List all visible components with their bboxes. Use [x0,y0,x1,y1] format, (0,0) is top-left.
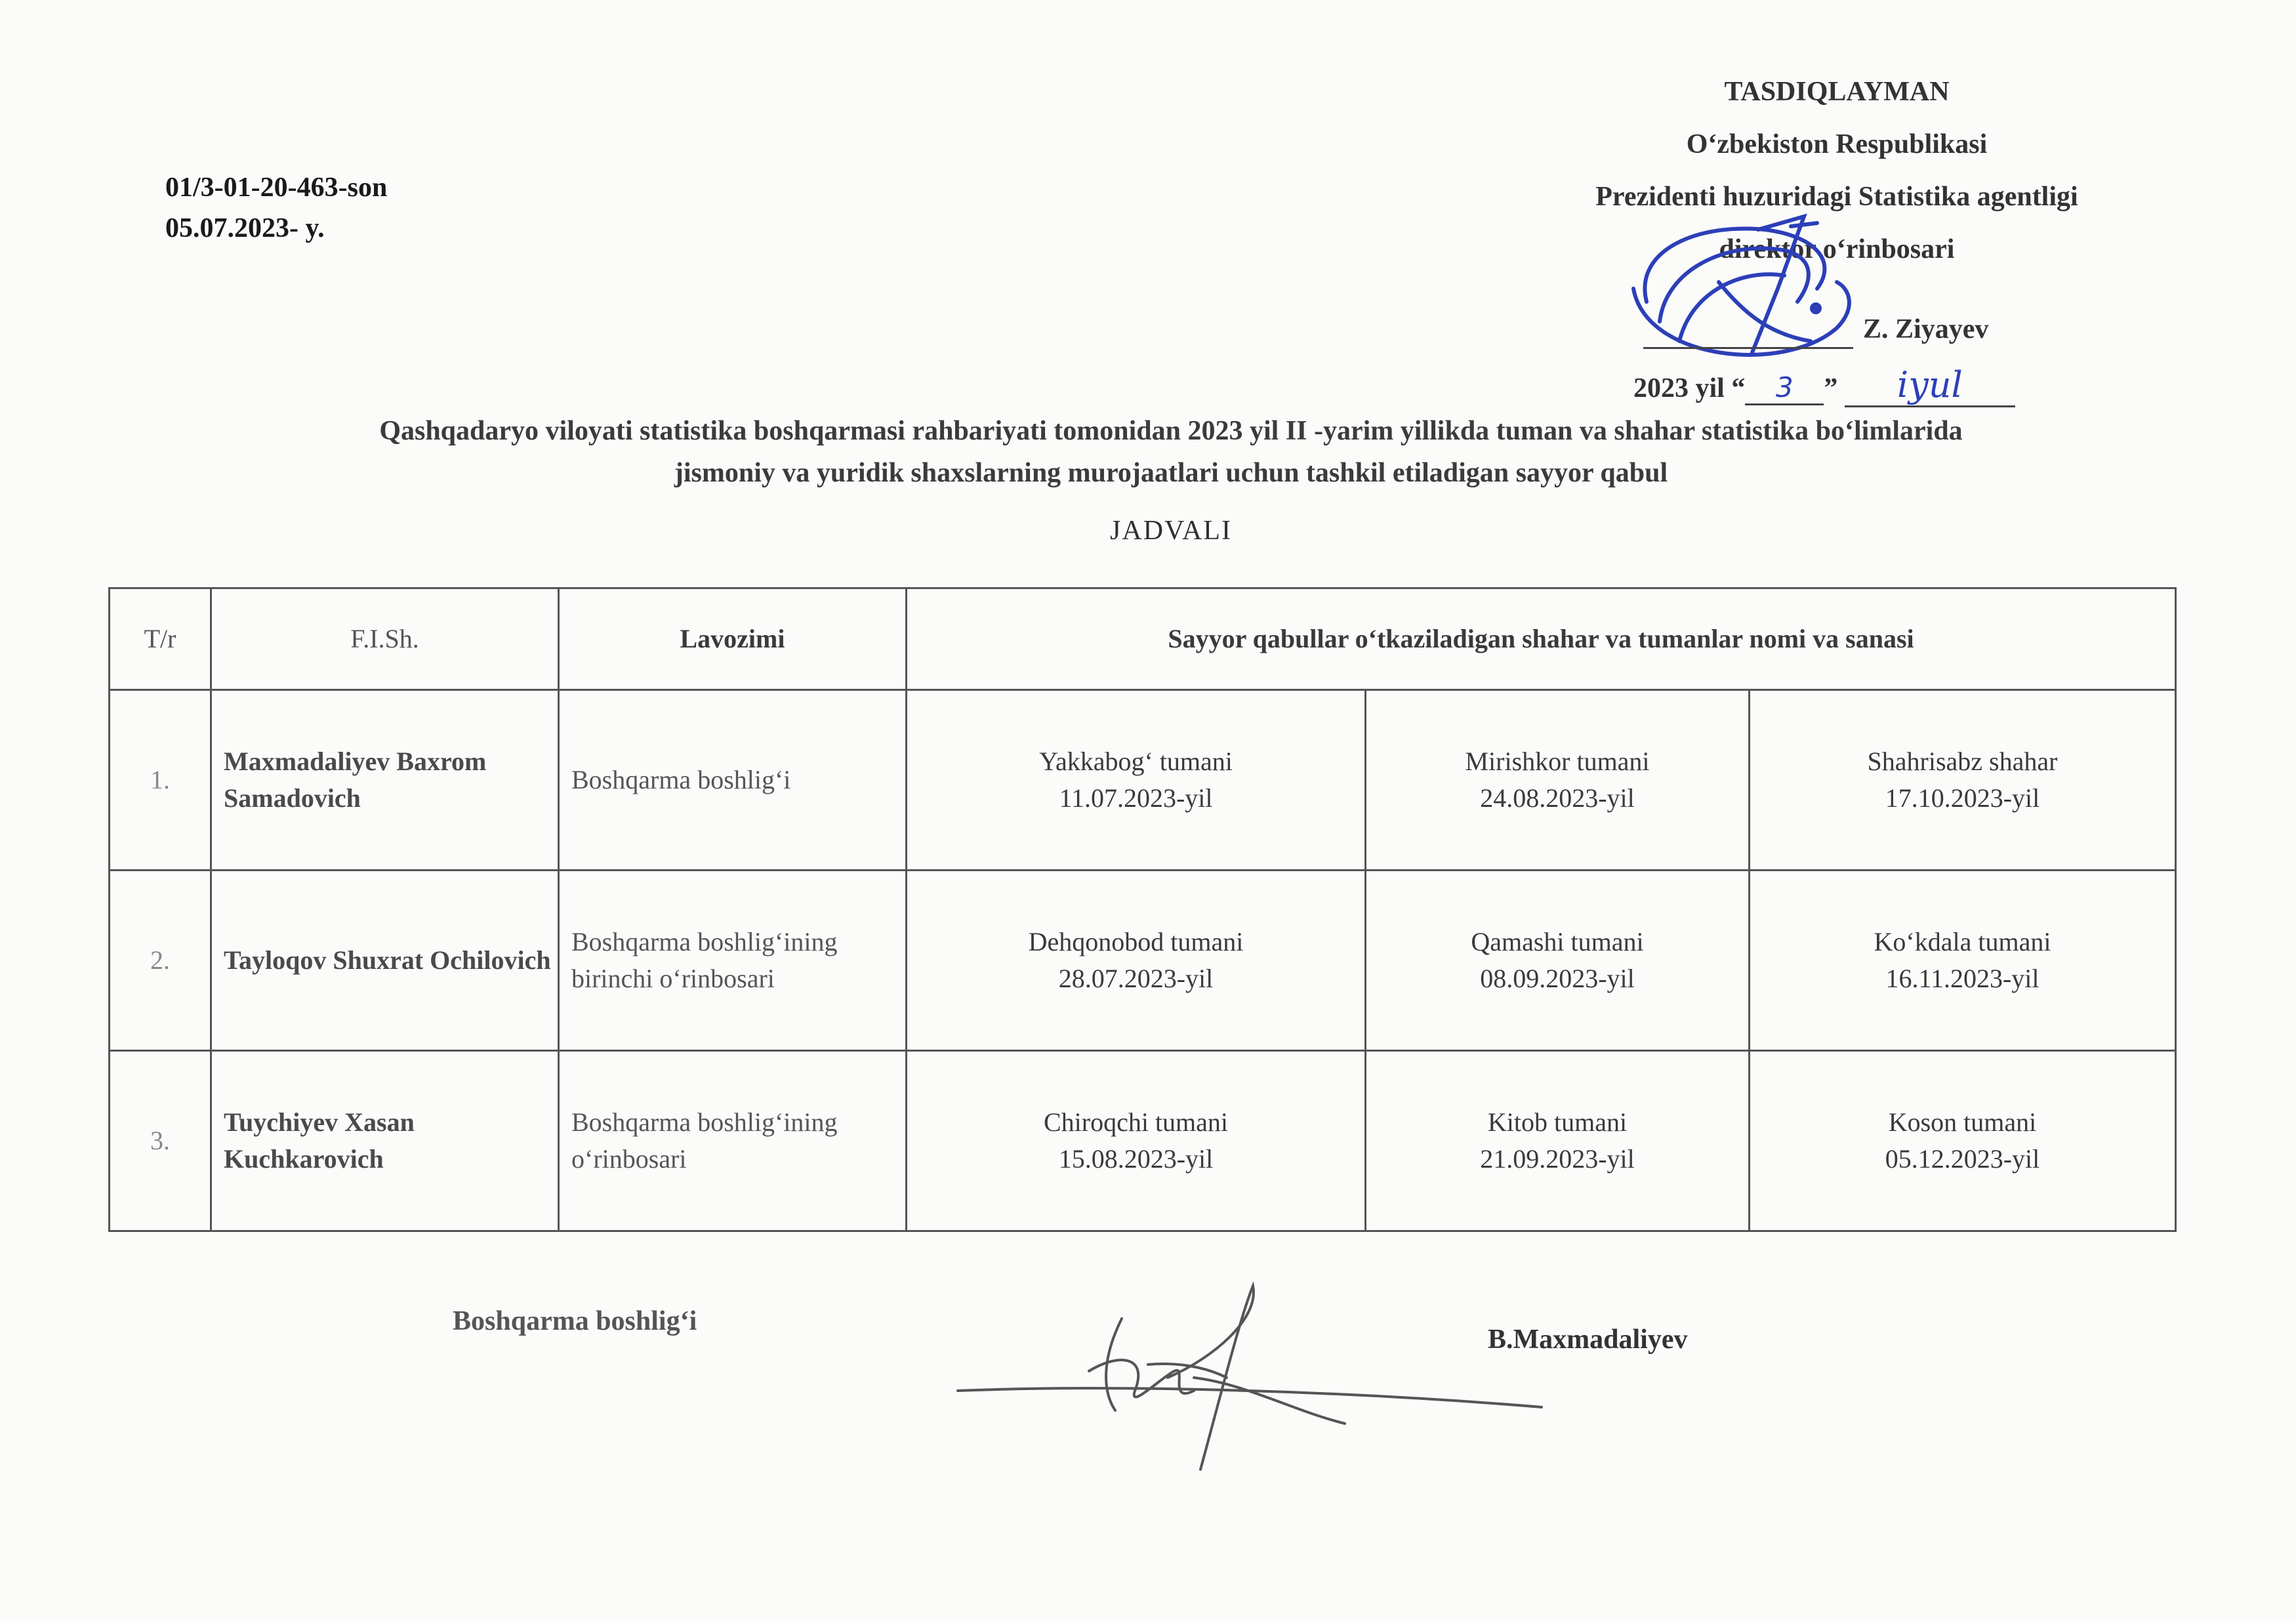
visit-place: Dehqonobod tumani [1028,927,1244,956]
header-position: Lavozimi [559,588,907,690]
row-number: 3. [110,1051,211,1231]
visit-place: Qamashi tumani [1471,927,1644,956]
header-name: F.I.Sh. [211,588,559,690]
visit-cell [1750,1051,2176,1231]
approval-line-1: O‘zbekiston Respublikasi [1686,129,1988,159]
visit-cell [1366,690,1750,871]
row-name: Maxmadaliyev Baxrom Samadovich [211,690,559,871]
header-visits: Sayyor qabullar o‘tkaziladigan shahar va tumanlar nomi va sanasi [907,588,2176,690]
visit-date: 05.12.2023-yil [1885,1144,2040,1174]
visit-place: Mirishkor tumani [1465,747,1650,776]
approval-signer-line [1643,314,2296,353]
visit-date: 24.08.2023-yil [1480,783,1635,813]
approval-date-month: iyul [1845,364,2015,407]
visit-place: Chiroqchi tumani [1043,1107,1229,1137]
document-subtitle: JADVALI [1110,516,1232,546]
row-name: Tayloqov Shuxrat Ochilovich [211,871,559,1051]
reference-number: 01/3-01-20-463-son [165,173,388,203]
visit-date: 21.09.2023-yil [1480,1144,1635,1174]
approval-line-2: Prezidenti huzuridagi Statistika agentligi [1595,182,2078,212]
visit-date: 28.07.2023-yil [1058,964,1214,993]
title-line-2: jismoniy va yuridik shaxslarning murojaatlari uchun tashkil etiladigan sayyor qabul [674,458,1668,488]
row-position: Boshqarma boshlig‘ining birinchi o‘rinbosari [559,871,907,1051]
approval-date-prefix: 2023 yil “ [1633,373,1746,403]
table-row [110,1051,2176,1231]
approval-signature-icon [1620,210,1896,380]
document-title [98,410,2244,494]
row-number: 2. [110,871,211,1051]
visit-cell [1366,871,1750,1051]
document-reference [165,167,387,249]
approval-date-mid: ” [1824,373,1838,403]
visit-date: 08.09.2023-yil [1480,964,1635,993]
row-position: Boshqarma boshlig‘i [559,690,907,871]
header-number: T/r [110,588,211,690]
visit-date: 11.07.2023-yil [1059,783,1213,813]
approval-date [1633,364,2015,407]
table-row [110,690,2176,871]
table-header-row [110,588,2176,690]
approval-date-day: 3 [1745,371,1824,405]
reference-date: 05.07.2023- y. [165,213,325,243]
visit-place: Ko‘kdala tumani [1874,927,2051,956]
approval-heading: TASDIQLAYMAN [1724,77,1950,107]
row-name: Tuychiyev Xasan Kuchkarovich [211,1051,559,1231]
signature-underline [1643,347,1853,349]
schedule-table [108,587,2177,1232]
footer-name: B.Maxmadaliyev [1488,1324,1688,1355]
visit-place: Yakkabog‘ tumani [1039,747,1233,776]
visit-date: 17.10.2023-yil [1885,783,2040,813]
visit-cell [1366,1051,1750,1231]
visit-place: Shahrisabz shahar [1867,747,2058,776]
footer-signature-icon [951,1279,1555,1476]
row-position: Boshqarma boshlig‘ining o‘rinbosari [559,1051,907,1231]
approval-signer-name: Z. Ziyayev [1863,314,1989,344]
visit-date: 15.08.2023-yil [1058,1144,1214,1174]
title-line-1: Qashqadaryo viloyati statistika boshqarmasi rahbariyati tomonidan 2023 yil II -yarim yillikda tuman va shahar statistika bo‘limlarida [379,416,1963,446]
visit-cell [907,690,1366,871]
visit-cell [1750,690,2176,871]
visit-date: 16.11.2023-yil [1885,964,2040,993]
visit-cell [907,1051,1366,1231]
footer-position: Boshqarma boshlig‘i [453,1306,697,1336]
visit-cell [1750,871,2176,1051]
approval-line-3: direktor o‘rinbosari [1719,234,1955,264]
table-row [110,871,2176,1051]
visit-place: Kitob tumani [1487,1107,1628,1137]
visit-place: Koson tumani [1888,1107,2037,1137]
visit-cell [907,871,1366,1051]
row-number: 1. [110,690,211,871]
